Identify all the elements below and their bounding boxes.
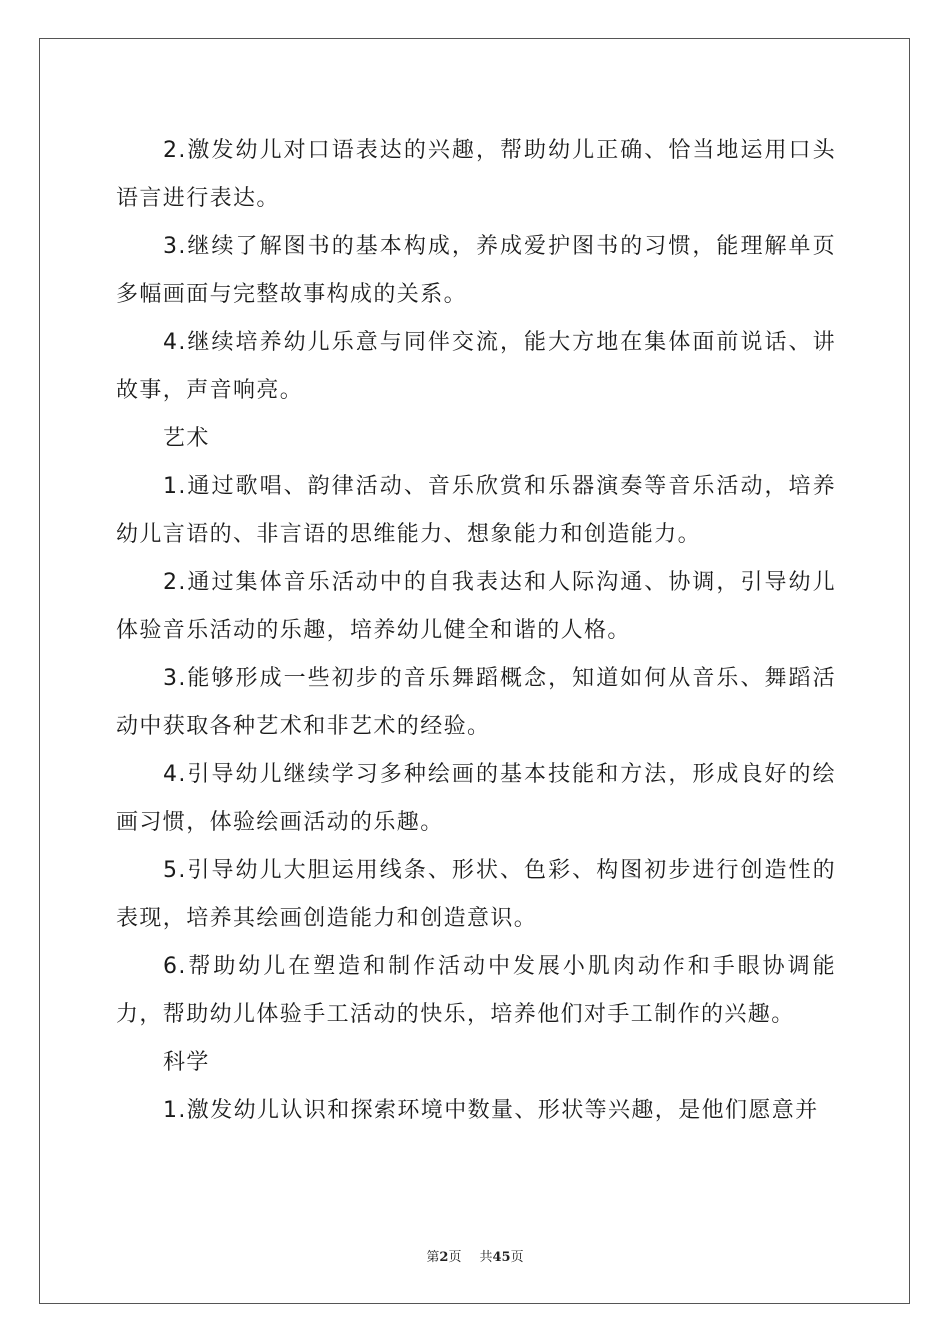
paragraph: 6.帮助幼儿在塑造和制作活动中发展小肌肉动作和手眼协调能力，帮助幼儿体验手工活动的快乐，培养他们对手工制作的兴趣。 bbox=[116, 954, 836, 1027]
page-prefix: 第 bbox=[426, 1250, 440, 1265]
section-heading-science: 科学 bbox=[163, 1050, 210, 1075]
total-suffix: 页 bbox=[510, 1250, 524, 1265]
page-suffix: 页 bbox=[448, 1250, 462, 1265]
paragraph: 1.激发幼儿认识和探索环境中数量、形状等兴趣，是他们愿意并 bbox=[163, 1098, 819, 1123]
paragraph: 4.引导幼儿继续学习多种绘画的基本技能和方法，形成良好的绘画习惯，体验绘画活动的乐趣。 bbox=[116, 762, 836, 835]
document-body bbox=[116, 127, 836, 1135]
page-number: 2 bbox=[439, 1250, 449, 1265]
paragraph: 3.能够形成一些初步的音乐舞蹈概念，知道如何从音乐、舞蹈活动中获取各种艺术和非艺术的经验。 bbox=[116, 666, 836, 739]
total-pages: 45 bbox=[492, 1250, 511, 1265]
paragraph: 5.引导幼儿大胆运用线条、形状、色彩、构图初步进行创造性的表现，培养其绘画创造能力和创造意识。 bbox=[116, 858, 836, 931]
paragraph: 3.继续了解图书的基本构成，养成爱护图书的习惯，能理解单页多幅画面与完整故事构成的关系。 bbox=[116, 234, 836, 307]
paragraph: 4.继续培养幼儿乐意与同伴交流，能大方地在集体面前说话、讲故事，声音响亮。 bbox=[116, 330, 836, 403]
section-heading-art: 艺术 bbox=[163, 426, 210, 451]
paragraph: 2.通过集体音乐活动中的自我表达和人际沟通、协调，引导幼儿体验音乐活动的乐趣，培养幼儿健全和谐的人格。 bbox=[116, 570, 836, 643]
page-footer bbox=[0, 1246, 950, 1265]
total-prefix: 共 bbox=[479, 1250, 493, 1265]
paragraph: 2.激发幼儿对口语表达的兴趣，帮助幼儿正确、恰当地运用口头语言进行表达。 bbox=[116, 138, 836, 211]
paragraph: 1.通过歌唱、韵律活动、音乐欣赏和乐器演奏等音乐活动，培养幼儿言语的、非言语的思维能力、想象能力和创造能力。 bbox=[116, 474, 836, 547]
